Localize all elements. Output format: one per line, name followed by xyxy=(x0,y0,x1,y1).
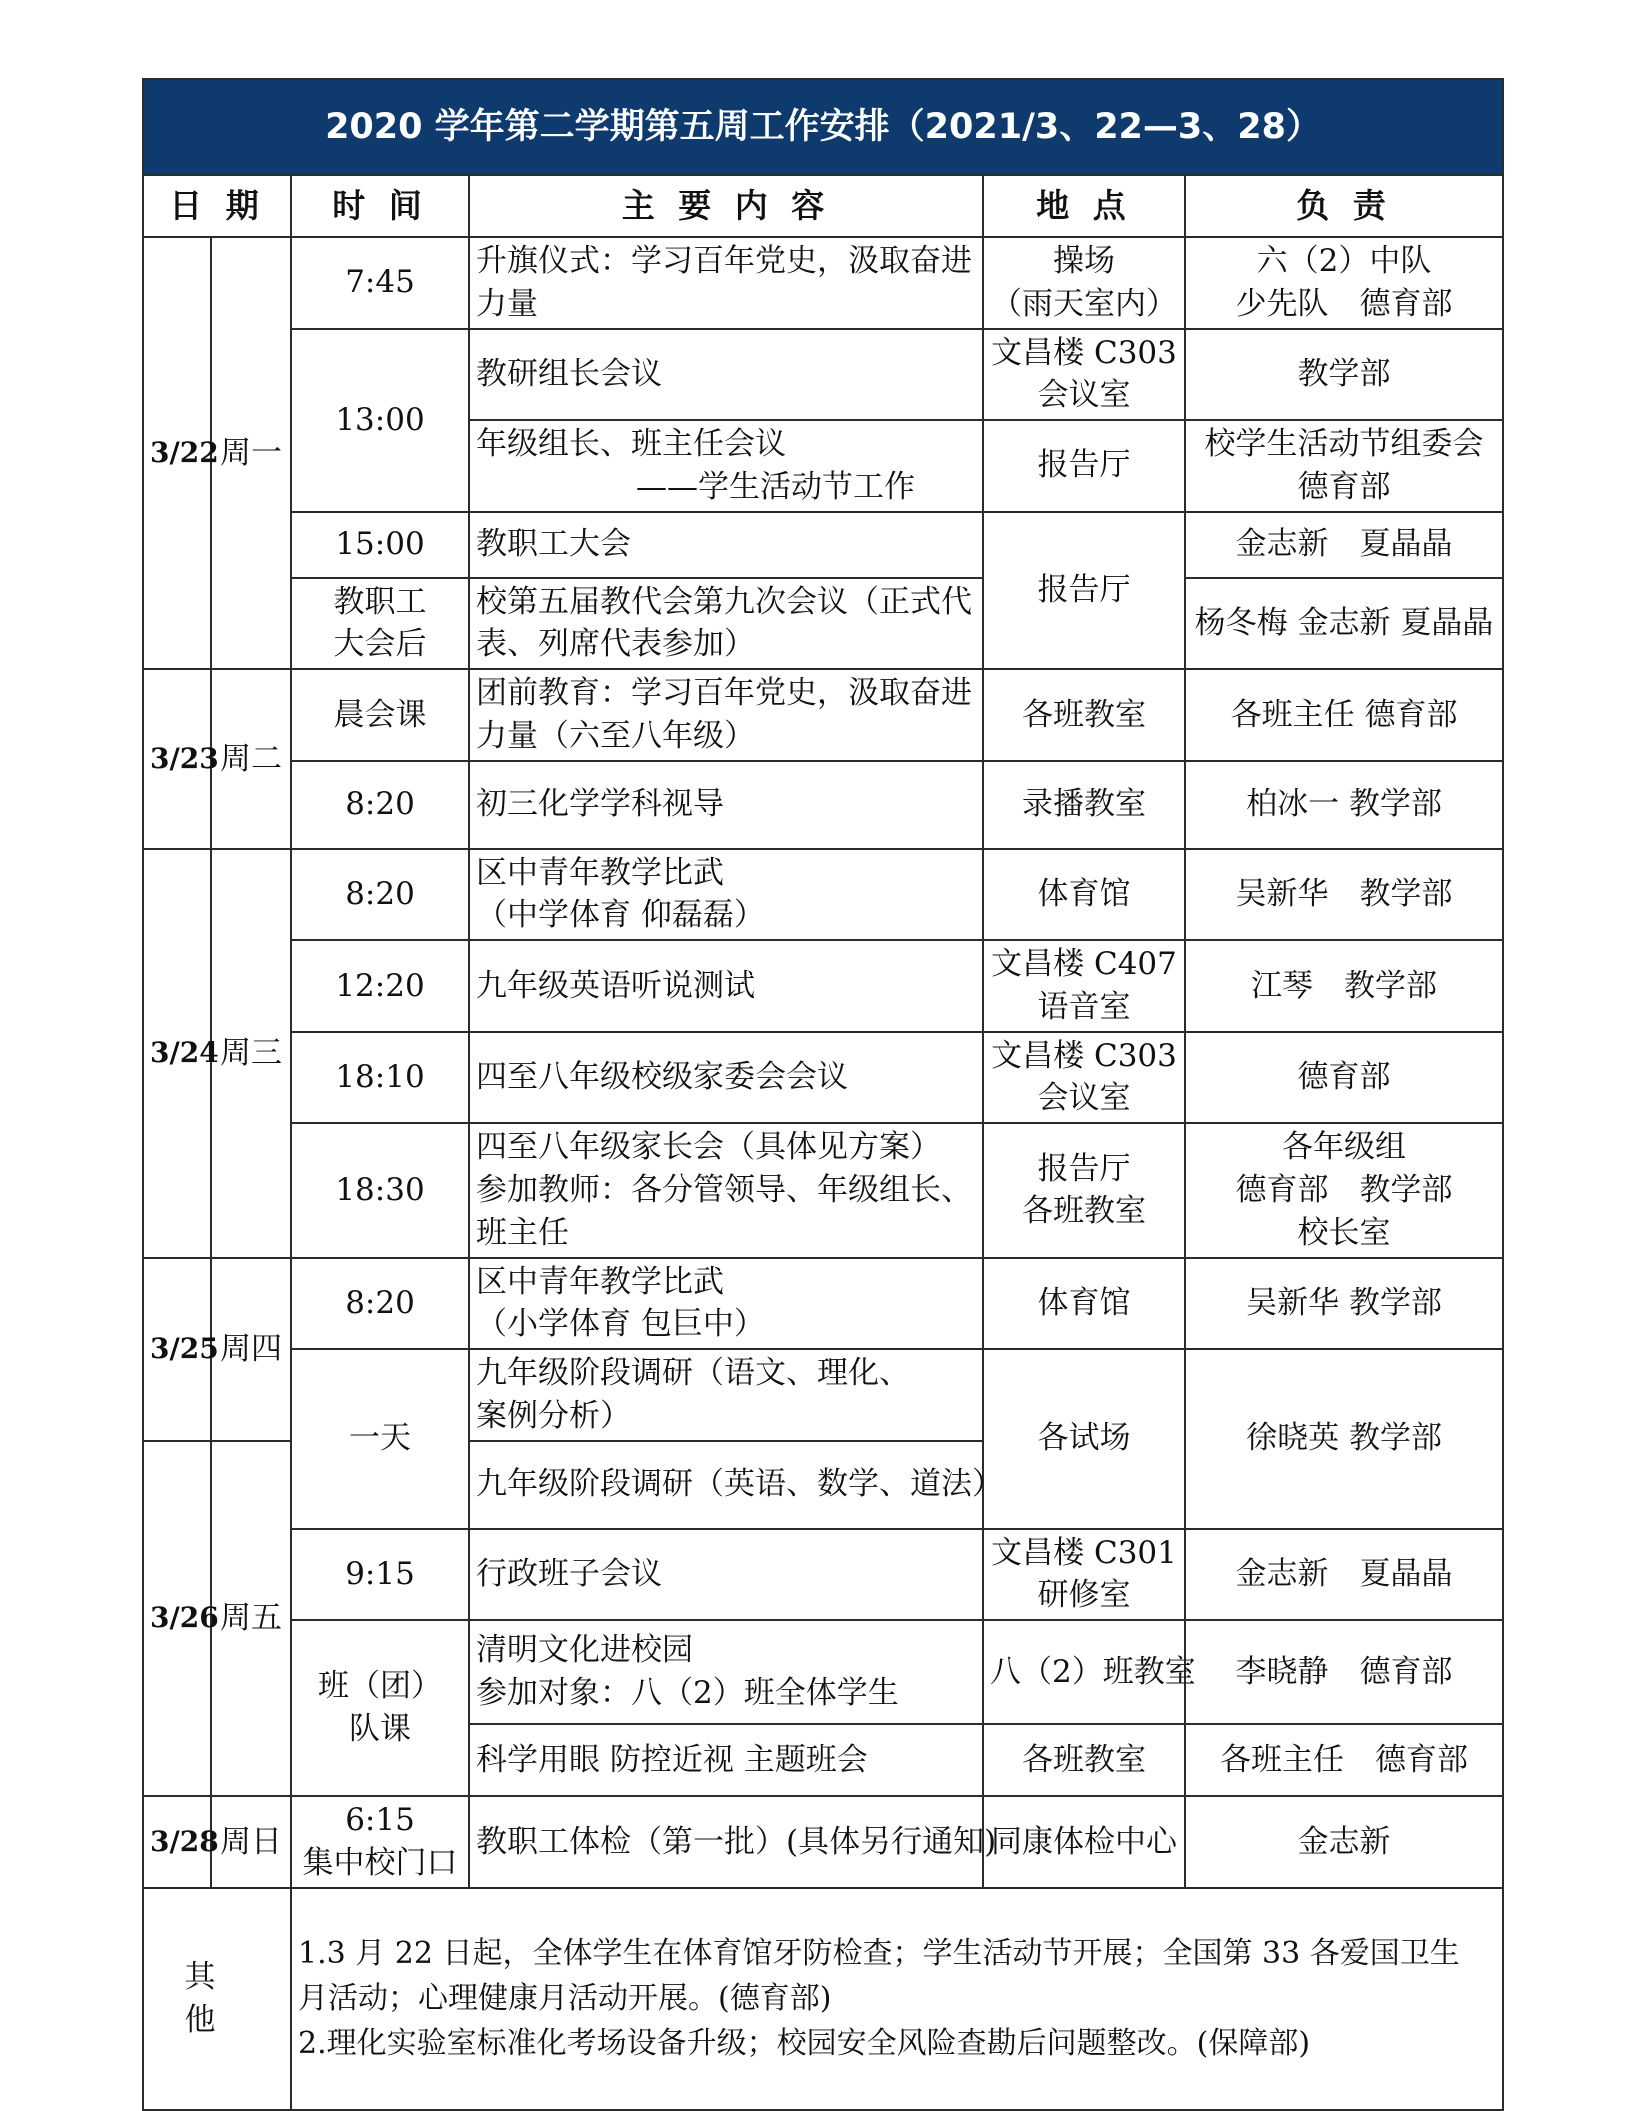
weekday-cell: 周一 xyxy=(211,237,291,669)
content-cell: 教职工大会 xyxy=(469,512,983,578)
time-cell: 12:20 xyxy=(291,940,469,1032)
place-cell: 报告厅 各班教室 xyxy=(983,1123,1185,1257)
note-line: 1.3 月 22 日起，全体学生在体育馆牙防检查；学生活动节开展；全国第 33 各爱国卫生 xyxy=(298,1936,1460,1972)
content-cell: 行政班子会议 xyxy=(469,1529,983,1621)
time-cell: 班（团） 队课 xyxy=(291,1620,469,1796)
header-place: 地 点 xyxy=(983,175,1185,237)
schedule-table xyxy=(142,78,1504,2111)
place-cell: 报告厅 xyxy=(983,420,1185,512)
content-cell: 九年级英语听说测试 xyxy=(469,940,983,1032)
table-row xyxy=(143,1349,1503,1441)
place-cell: 报告厅 xyxy=(983,512,1185,670)
misc-notes xyxy=(291,1888,1503,2110)
table-row xyxy=(143,669,1503,761)
place-cell: 操场 （雨天室内） xyxy=(983,237,1185,329)
place-cell: 录播教室 xyxy=(983,761,1185,849)
content-cell: 四至八年级家长会（具体见方案） 参加教师：各分管领导、年级组长、 班主任 xyxy=(469,1123,983,1257)
header-date: 日 期 xyxy=(143,175,291,237)
date-cell: 3/24 xyxy=(143,849,211,1258)
responsible-cell: 各年级组 德育部 教学部 校长室 xyxy=(1185,1123,1503,1257)
place-cell: 各试场 xyxy=(983,1349,1185,1529)
time-cell: 教职工 大会后 xyxy=(291,578,469,670)
time-cell: 15:00 xyxy=(291,512,469,578)
responsible-cell: 江琴 教学部 xyxy=(1185,940,1503,1032)
responsible-cell: 金志新 夏晶晶 xyxy=(1185,1529,1503,1621)
weekday-cell: 周五 xyxy=(211,1441,291,1797)
table-row xyxy=(143,329,1503,421)
place-cell: 各班教室 xyxy=(983,1724,1185,1796)
table-row xyxy=(143,940,1503,1032)
table-row xyxy=(143,1123,1503,1257)
table-row xyxy=(143,1032,1503,1124)
table-row xyxy=(143,1796,1503,1888)
place-cell: 八（2）班教室 xyxy=(983,1620,1185,1724)
responsible-cell: 各班主任 德育部 xyxy=(1185,1724,1503,1796)
weekday-cell: 周日 xyxy=(211,1796,291,1888)
header-content: 主 要 内 容 xyxy=(469,175,983,237)
content-cell: 校第五届教代会第九次会议（正式代 表、列席代表参加） xyxy=(469,578,983,670)
responsible-cell: 杨冬梅 金志新 夏晶晶 xyxy=(1185,578,1503,670)
table-row xyxy=(143,1258,1503,1350)
place-cell: 文昌楼 C303 会议室 xyxy=(983,1032,1185,1124)
schedule-document xyxy=(142,78,1502,2073)
weekday-cell: 周二 xyxy=(211,669,291,849)
responsible-cell: 六（2）中队 少先队 德育部 xyxy=(1185,237,1503,329)
responsible-cell: 吴新华 教学部 xyxy=(1185,1258,1503,1350)
time-cell: 8:20 xyxy=(291,849,469,941)
time-cell: 晨会课 xyxy=(291,669,469,761)
table-row xyxy=(143,578,1503,670)
responsible-cell: 李晓静 德育部 xyxy=(1185,1620,1503,1724)
table-row xyxy=(143,1529,1503,1621)
place-cell: 同康体检中心 xyxy=(983,1796,1185,1888)
note-line: 2.理化实验室标准化考场设备升级；校园安全风险查勘后问题整改。(保障部) xyxy=(298,2026,1311,2062)
misc-row xyxy=(143,1888,1503,2110)
content-cell: 区中青年教学比武 （中学体育 仰磊磊） xyxy=(469,849,983,941)
table-row xyxy=(143,1620,1503,1724)
table-row xyxy=(143,512,1503,578)
content-cell: 四至八年级校级家委会会议 xyxy=(469,1032,983,1124)
date-cell: 3/22 xyxy=(143,237,211,669)
content-cell: 团前教育：学习百年党史，汲取奋进 力量（六至八年级） xyxy=(469,669,983,761)
date-cell: 3/28 xyxy=(143,1796,211,1888)
time-cell: 一天 xyxy=(291,1349,469,1529)
place-cell: 体育馆 xyxy=(983,1258,1185,1350)
responsible-cell: 校学生活动节组委会 德育部 xyxy=(1185,420,1503,512)
date-cell: 3/23 xyxy=(143,669,211,849)
content-cell: 年级组长、班主任会议 ——学生活动节工作 xyxy=(469,420,983,512)
time-cell: 8:20 xyxy=(291,761,469,849)
content-cell: 科学用眼 防控近视 主题班会 xyxy=(469,1724,983,1796)
responsible-cell: 德育部 xyxy=(1185,1032,1503,1124)
content-cell: 清明文化进校园 参加对象：八（2）班全体学生 xyxy=(469,1620,983,1724)
time-cell: 8:20 xyxy=(291,1258,469,1350)
place-cell: 文昌楼 C301 研修室 xyxy=(983,1529,1185,1621)
date-cell: 3/26 xyxy=(143,1441,211,1797)
responsible-cell: 徐晓英 教学部 xyxy=(1185,1349,1503,1529)
content-cell: 九年级阶段调研（语文、理化、 案例分析） xyxy=(469,1349,983,1441)
time-cell: 13:00 xyxy=(291,329,469,512)
responsible-cell: 柏冰一 教学部 xyxy=(1185,761,1503,849)
table-row xyxy=(143,849,1503,941)
responsible-cell: 金志新 夏晶晶 xyxy=(1185,512,1503,578)
content-cell: 初三化学学科视导 xyxy=(469,761,983,849)
content-cell: 九年级阶段调研（英语、数学、道法） xyxy=(469,1441,983,1529)
weekday-cell: 周三 xyxy=(211,849,291,1258)
place-cell: 文昌楼 C407 语音室 xyxy=(983,940,1185,1032)
time-cell: 18:10 xyxy=(291,1032,469,1124)
responsible-cell: 吴新华 教学部 xyxy=(1185,849,1503,941)
place-cell: 文昌楼 C303 会议室 xyxy=(983,329,1185,421)
time-cell: 7:45 xyxy=(291,237,469,329)
time-cell: 6:15 集中校门口 xyxy=(291,1796,469,1888)
place-cell: 体育馆 xyxy=(983,849,1185,941)
content-cell: 教职工体检（第一批）(具体另行通知) xyxy=(469,1796,983,1888)
responsible-cell: 教学部 xyxy=(1185,329,1503,421)
time-cell: 9:15 xyxy=(291,1529,469,1621)
header-time: 时 间 xyxy=(291,175,469,237)
place-cell: 各班教室 xyxy=(983,669,1185,761)
misc-label: 其 他 xyxy=(143,1888,291,2110)
note-line: 月活动；心理健康月活动开展。(德育部) xyxy=(298,1981,832,2017)
content-cell: 升旗仪式：学习百年党史，汲取奋进 力量 xyxy=(469,237,983,329)
content-cell: 教研组长会议 xyxy=(469,329,983,421)
weekday-cell: 周四 xyxy=(211,1258,291,1441)
responsible-cell: 金志新 xyxy=(1185,1796,1503,1888)
time-cell: 18:30 xyxy=(291,1123,469,1257)
page-title: 2020 学年第二学期第五周工作安排（2021/3、22—3、28） xyxy=(143,79,1503,175)
table-row xyxy=(143,761,1503,849)
table-row xyxy=(143,237,1503,329)
header-responsible: 负 责 xyxy=(1185,175,1503,237)
responsible-cell: 各班主任 德育部 xyxy=(1185,669,1503,761)
content-cell: 区中青年教学比武 （小学体育 包巨中） xyxy=(469,1258,983,1350)
date-cell: 3/25 xyxy=(143,1258,211,1441)
